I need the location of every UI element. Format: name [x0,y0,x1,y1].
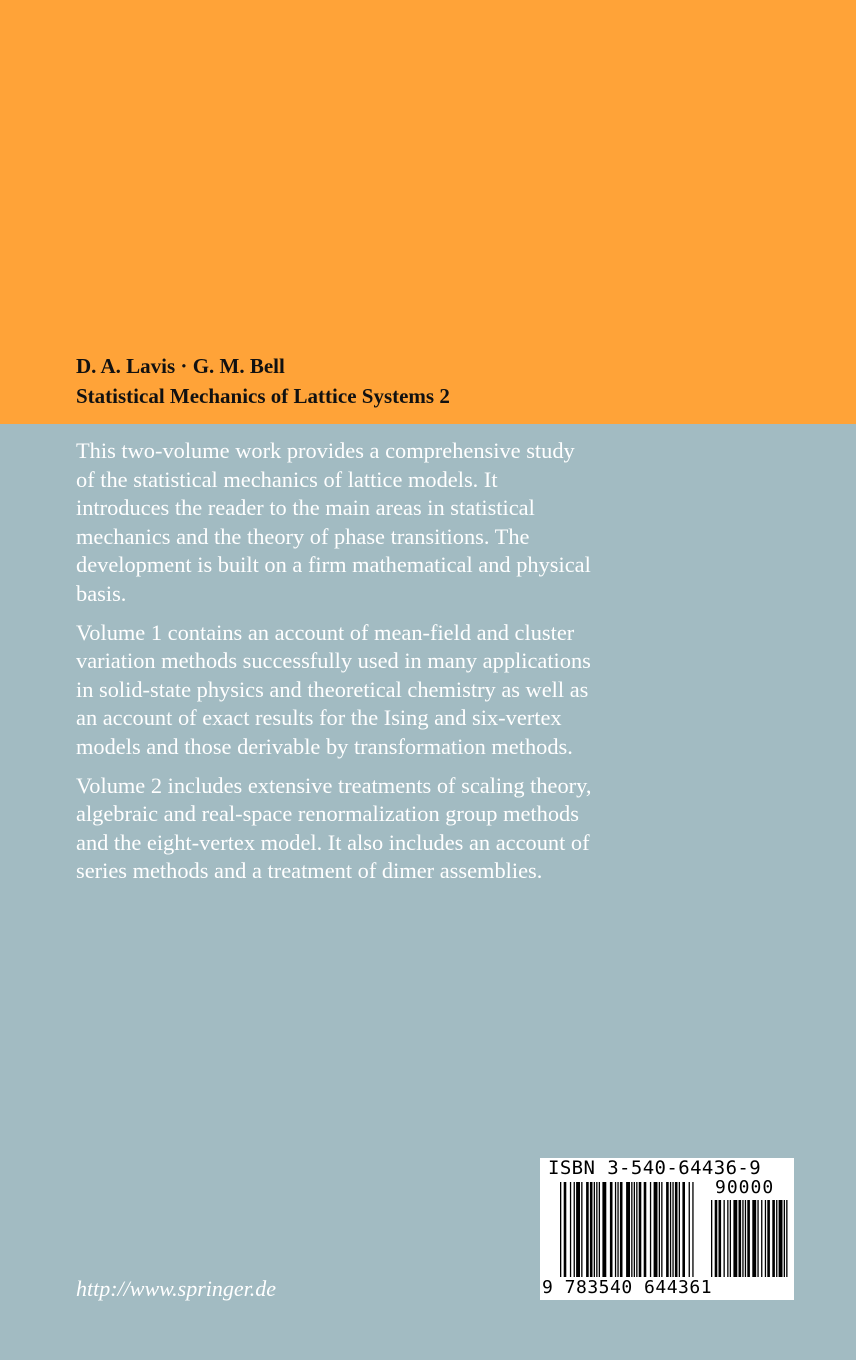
barcode-bar [639,1182,642,1277]
barcode-bar [596,1182,597,1277]
barcode-bar [564,1182,567,1277]
barcode-bar [634,1182,635,1277]
barcode-bar [679,1182,680,1277]
barcode-bar [765,1200,766,1277]
book-title: Statistical Mechanics of Lattice Systems 2 [76,384,450,408]
barcode-bar [644,1182,647,1277]
price-code: 90000 [715,1177,775,1198]
barcode-bar [761,1200,762,1277]
barcode-bar [767,1200,770,1277]
barcode-bar [692,1182,693,1277]
barcode-bar [745,1200,746,1277]
isbn-label: ISBN 3-540-64436-9 [548,1157,762,1179]
barcode-bar [784,1200,785,1277]
barcode-bar [730,1200,731,1277]
barcode-bar [779,1200,783,1277]
barcode-bar [666,1182,669,1277]
barcode-bar [610,1182,613,1277]
barcode-bar [711,1200,712,1277]
barcode-bar [650,1182,651,1277]
barcode [540,1158,794,1300]
barcode-bar [581,1182,582,1277]
barcode-bar [574,1182,575,1277]
barcode-bar [590,1182,593,1277]
barcode-bar [733,1200,737,1277]
barcode-bar [739,1200,742,1277]
barcode-bar [715,1200,718,1277]
blurb-paragraph: Volume 2 includes extensive treatments of scaling theory, algebraic and real-space renormalization group methods and the eight-vertex model. It also includes an account of series methods and a treatment of dimer assemblies. [76,772,592,884]
barcode-bar [670,1182,671,1277]
publisher-url[interactable]: http://www.springer.de [76,1276,277,1301]
barcode-bar [682,1182,685,1277]
barcode-bar [672,1182,673,1277]
barcode-bar [620,1182,623,1277]
barcode-bar [560,1182,561,1277]
barcode-bar [752,1200,756,1277]
barcode-bar [727,1200,728,1277]
barcode-bar [659,1182,660,1277]
barcode-bar [689,1182,690,1277]
barcode-bar [615,1182,616,1277]
ean-number: 9 783540 644361 [542,1277,713,1298]
barcode-bar [631,1182,632,1277]
barcode-bar [594,1182,595,1277]
barcode-bar [724,1200,725,1277]
barcode-bar [602,1182,606,1277]
barcode-bar [654,1182,658,1277]
barcode-bar [675,1182,678,1277]
barcode-bar [757,1200,758,1277]
barcode-bar [719,1200,722,1277]
blurb-paragraph: This two-volume work provides a comprehensive study of the statistical mechanics of lattice models. It introduces the reader to the main areas in statistical mechanics and the theory of phase transitions. The development is built on a firm mathematical and physical basis. [76,438,591,606]
barcode-bar [576,1182,580,1277]
authors: D. A. Lavis · G. M. Bell [76,354,285,378]
barcode-bar [626,1182,630,1277]
barcode-bar [586,1182,589,1277]
barcode-main-bars [560,1182,695,1277]
barcode-bar [599,1182,600,1277]
blurb [76,437,596,896]
blurb-paragraph: Volume 1 contains an account of mean-field and cluster variation methods successfully used in many applications in solid-state physics and theoretical chemistry as well as an account of exact results for the Ising and six-vertex models and those derivable by transformation methods. [76,619,591,759]
barcode-bar [661,1182,662,1277]
barcode-bar [747,1200,750,1277]
barcode-bar [742,1200,743,1277]
barcode-bar [786,1200,787,1277]
barcode-bar [570,1182,571,1277]
barcode-bar [772,1200,775,1277]
barcode-bar [776,1200,777,1277]
barcode-addon-bars [711,1200,791,1277]
barcode-bar [636,1182,637,1277]
barcode-bar [617,1182,618,1277]
